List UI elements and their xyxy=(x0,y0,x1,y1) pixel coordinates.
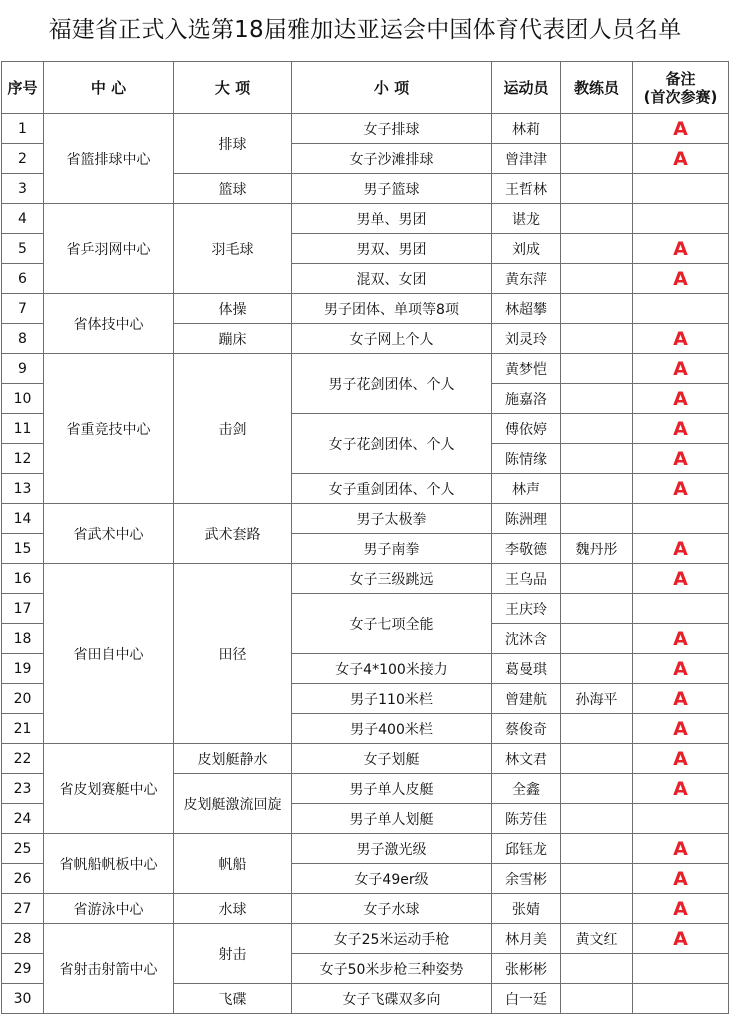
cell-center: 省篮排球中心 xyxy=(44,114,174,204)
row-number: 3 xyxy=(2,174,44,204)
cell-remark: A xyxy=(633,474,729,504)
row-number: 16 xyxy=(2,564,44,594)
cell-athlete: 曾津津 xyxy=(492,144,561,174)
table-row xyxy=(2,204,729,234)
cell-category: 武术套路 xyxy=(174,504,292,564)
cell-coach xyxy=(561,264,633,294)
cell-event: 男子110米栏 xyxy=(292,684,492,714)
row-number: 23 xyxy=(2,774,44,804)
cell-event: 男子太极拳 xyxy=(292,504,492,534)
cell-event: 女子网上个人 xyxy=(292,324,492,354)
table-row xyxy=(2,834,729,864)
table-row xyxy=(2,504,729,534)
cell-remark: A xyxy=(633,564,729,594)
table-row xyxy=(2,114,729,144)
cell-remark xyxy=(633,804,729,834)
cell-coach xyxy=(561,834,633,864)
cell-athlete: 曾建航 xyxy=(492,684,561,714)
cell-remark: A xyxy=(633,864,729,894)
cell-remark xyxy=(633,504,729,534)
row-number: 14 xyxy=(2,504,44,534)
cell-event: 男子激光级 xyxy=(292,834,492,864)
cell-athlete: 陈洲理 xyxy=(492,504,561,534)
row-number: 27 xyxy=(2,894,44,924)
cell-event: 女子49er级 xyxy=(292,864,492,894)
row-number: 2 xyxy=(2,144,44,174)
cell-athlete: 王哲林 xyxy=(492,174,561,204)
cell-coach xyxy=(561,444,633,474)
row-number: 8 xyxy=(2,324,44,354)
cell-coach xyxy=(561,414,633,444)
row-number: 28 xyxy=(2,924,44,954)
row-number: 5 xyxy=(2,234,44,264)
cell-athlete: 蔡俊奇 xyxy=(492,714,561,744)
cell-athlete: 邱钰龙 xyxy=(492,834,561,864)
cell-coach xyxy=(561,174,633,204)
cell-coach xyxy=(561,774,633,804)
cell-event: 女子水球 xyxy=(292,894,492,924)
header-row xyxy=(2,62,729,114)
cell-athlete: 傅依婷 xyxy=(492,414,561,444)
cell-athlete: 王乌品 xyxy=(492,564,561,594)
cell-coach xyxy=(561,234,633,264)
cell-coach xyxy=(561,954,633,984)
cell-coach xyxy=(561,894,633,924)
cell-center: 省重竞技中心 xyxy=(44,354,174,504)
roster-table xyxy=(1,61,729,1014)
row-number: 24 xyxy=(2,804,44,834)
cell-event: 男子400米栏 xyxy=(292,714,492,744)
cell-remark: A xyxy=(633,714,729,744)
cell-coach xyxy=(561,564,633,594)
cell-coach xyxy=(561,864,633,894)
cell-event: 女子花剑团体、个人 xyxy=(292,414,492,474)
cell-event: 女子划艇 xyxy=(292,744,492,774)
cell-remark xyxy=(633,984,729,1014)
cell-category: 射击 xyxy=(174,924,292,984)
row-number: 11 xyxy=(2,414,44,444)
cell-athlete: 林月美 xyxy=(492,924,561,954)
row-number: 20 xyxy=(2,684,44,714)
cell-coach xyxy=(561,744,633,774)
cell-athlete: 刘灵玲 xyxy=(492,324,561,354)
cell-athlete: 葛曼琪 xyxy=(492,654,561,684)
table-row xyxy=(2,294,729,324)
cell-remark: A xyxy=(633,234,729,264)
row-number: 7 xyxy=(2,294,44,324)
cell-coach xyxy=(561,294,633,324)
cell-coach xyxy=(561,324,633,354)
row-number: 29 xyxy=(2,954,44,984)
cell-athlete: 陈芳佳 xyxy=(492,804,561,834)
document-title: 福建省正式入选第18届雅加达亚运会中国体育代表团人员名单 xyxy=(48,17,682,43)
row-number: 4 xyxy=(2,204,44,234)
cell-remark: A xyxy=(633,354,729,384)
cell-athlete: 谌龙 xyxy=(492,204,561,234)
cell-category: 帆船 xyxy=(174,834,292,894)
cell-event: 混双、女团 xyxy=(292,264,492,294)
cell-remark: A xyxy=(633,534,729,564)
header-category: 大 项 xyxy=(174,62,292,114)
table-row xyxy=(2,564,729,594)
row-number: 22 xyxy=(2,744,44,774)
cell-remark: A xyxy=(633,654,729,684)
header-event: 小 项 xyxy=(292,62,492,114)
cell-remark: A xyxy=(633,444,729,474)
cell-coach: 魏丹彤 xyxy=(561,534,633,564)
row-number: 30 xyxy=(2,984,44,1014)
cell-remark xyxy=(633,594,729,624)
cell-athlete: 林超攀 xyxy=(492,294,561,324)
cell-category: 体操 xyxy=(174,294,292,324)
cell-event: 男双、男团 xyxy=(292,234,492,264)
cell-event: 女子4*100米接力 xyxy=(292,654,492,684)
header-athlete: 运动员 xyxy=(492,62,561,114)
cell-coach xyxy=(561,354,633,384)
cell-remark xyxy=(633,954,729,984)
cell-event: 男子南拳 xyxy=(292,534,492,564)
cell-coach xyxy=(561,474,633,504)
cell-coach xyxy=(561,624,633,654)
cell-athlete: 张彬彬 xyxy=(492,954,561,984)
cell-center: 省游泳中心 xyxy=(44,894,174,924)
cell-event: 男单、男团 xyxy=(292,204,492,234)
cell-remark: A xyxy=(633,834,729,864)
cell-athlete: 黄东萍 xyxy=(492,264,561,294)
cell-event: 男子单人皮艇 xyxy=(292,774,492,804)
cell-remark: A xyxy=(633,924,729,954)
cell-athlete: 王庆玲 xyxy=(492,594,561,624)
cell-coach: 孙海平 xyxy=(561,684,633,714)
cell-remark: A xyxy=(633,624,729,654)
cell-athlete: 李敬德 xyxy=(492,534,561,564)
row-number: 26 xyxy=(2,864,44,894)
table-row xyxy=(2,924,729,954)
cell-remark: A xyxy=(633,144,729,174)
cell-coach xyxy=(561,504,633,534)
cell-category: 羽毛球 xyxy=(174,204,292,294)
cell-event: 男子团体、单项等8项 xyxy=(292,294,492,324)
cell-event: 女子七项全能 xyxy=(292,594,492,654)
header-remark-line1: 备注 xyxy=(665,69,696,88)
cell-athlete: 黄梦恺 xyxy=(492,354,561,384)
row-number: 17 xyxy=(2,594,44,624)
cell-coach xyxy=(561,144,633,174)
cell-remark xyxy=(633,204,729,234)
cell-coach: 黄文红 xyxy=(561,924,633,954)
cell-coach xyxy=(561,984,633,1014)
cell-athlete: 林文君 xyxy=(492,744,561,774)
table-row xyxy=(2,354,729,384)
row-number: 6 xyxy=(2,264,44,294)
cell-event: 女子50米步枪三种姿势 xyxy=(292,954,492,984)
cell-remark xyxy=(633,294,729,324)
cell-center: 省射击射箭中心 xyxy=(44,924,174,1014)
cell-event: 女子飞碟双多向 xyxy=(292,984,492,1014)
cell-remark: A xyxy=(633,324,729,354)
cell-event: 女子沙滩排球 xyxy=(292,144,492,174)
cell-coach xyxy=(561,114,633,144)
cell-category: 击剑 xyxy=(174,354,292,504)
header-no: 序号 xyxy=(2,62,44,114)
cell-remark: A xyxy=(633,774,729,804)
cell-event: 男子单人划艇 xyxy=(292,804,492,834)
cell-category: 水球 xyxy=(174,894,292,924)
cell-athlete: 白一廷 xyxy=(492,984,561,1014)
cell-athlete: 刘成 xyxy=(492,234,561,264)
cell-remark: A xyxy=(633,684,729,714)
cell-event: 女子25米运动手枪 xyxy=(292,924,492,954)
row-number: 1 xyxy=(2,114,44,144)
cell-coach xyxy=(561,384,633,414)
cell-category: 蹦床 xyxy=(174,324,292,354)
row-number: 18 xyxy=(2,624,44,654)
row-number: 10 xyxy=(2,384,44,414)
header-center: 中 心 xyxy=(44,62,174,114)
cell-athlete: 沈沐含 xyxy=(492,624,561,654)
cell-category: 排球 xyxy=(174,114,292,174)
row-number: 21 xyxy=(2,714,44,744)
cell-athlete: 余雪彬 xyxy=(492,864,561,894)
cell-athlete: 陈情缘 xyxy=(492,444,561,474)
row-number: 19 xyxy=(2,654,44,684)
cell-athlete: 林莉 xyxy=(492,114,561,144)
cell-remark: A xyxy=(633,114,729,144)
cell-athlete: 全鑫 xyxy=(492,774,561,804)
cell-athlete: 施嘉洛 xyxy=(492,384,561,414)
cell-center: 省皮划赛艇中心 xyxy=(44,744,174,834)
cell-category: 飞碟 xyxy=(174,984,292,1014)
cell-coach xyxy=(561,714,633,744)
cell-center: 省体技中心 xyxy=(44,294,174,354)
cell-coach xyxy=(561,804,633,834)
cell-remark: A xyxy=(633,414,729,444)
row-number: 9 xyxy=(2,354,44,384)
cell-center: 省帆船帆板中心 xyxy=(44,834,174,894)
table-row xyxy=(2,744,729,774)
cell-coach xyxy=(561,204,633,234)
row-number: 15 xyxy=(2,534,44,564)
cell-event: 男子篮球 xyxy=(292,174,492,204)
cell-athlete: 张婧 xyxy=(492,894,561,924)
cell-center: 省田自中心 xyxy=(44,564,174,744)
header-coach: 教练员 xyxy=(561,62,633,114)
roster-body xyxy=(2,114,729,1014)
cell-center: 省乒羽网中心 xyxy=(44,204,174,294)
cell-remark xyxy=(633,174,729,204)
row-number: 13 xyxy=(2,474,44,504)
cell-remark: A xyxy=(633,894,729,924)
cell-event: 女子重剑团体、个人 xyxy=(292,474,492,504)
cell-category: 皮划艇静水 xyxy=(174,744,292,774)
cell-remark: A xyxy=(633,744,729,774)
cell-athlete: 林声 xyxy=(492,474,561,504)
row-number: 12 xyxy=(2,444,44,474)
cell-event: 女子三级跳远 xyxy=(292,564,492,594)
cell-category: 皮划艇激流回旋 xyxy=(174,774,292,834)
header-remark-line2: (首次参赛) xyxy=(643,87,718,106)
cell-coach xyxy=(561,594,633,624)
cell-event: 女子排球 xyxy=(292,114,492,144)
header-remark xyxy=(633,62,729,114)
cell-remark: A xyxy=(633,384,729,414)
cell-category: 田径 xyxy=(174,564,292,744)
table-row xyxy=(2,894,729,924)
cell-center: 省武术中心 xyxy=(44,504,174,564)
cell-remark: A xyxy=(633,264,729,294)
cell-category: 篮球 xyxy=(174,174,292,204)
cell-coach xyxy=(561,654,633,684)
row-number: 25 xyxy=(2,834,44,864)
cell-event: 男子花剑团体、个人 xyxy=(292,354,492,414)
